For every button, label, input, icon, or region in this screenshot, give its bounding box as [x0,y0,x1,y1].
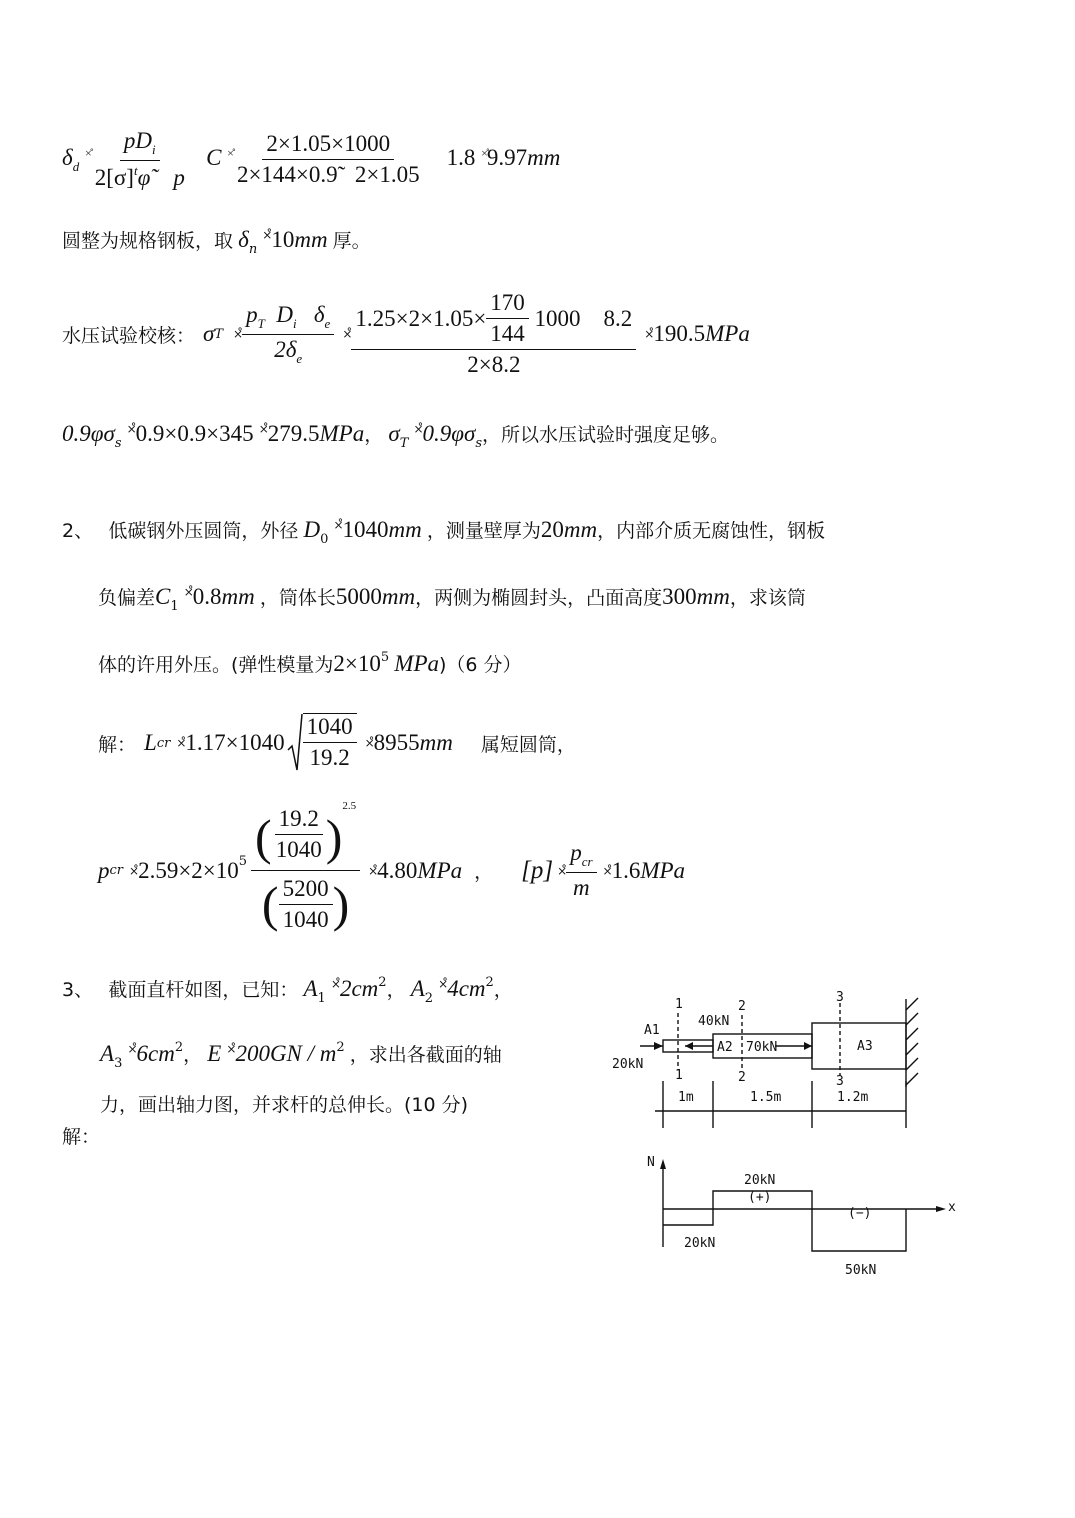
label-70kN: 70kN [746,1040,778,1055]
question-2-line-3: 体的许用外压。(弹性模量为$2\times 10^5$ MPa)（6 分） [98,650,522,676]
section-label-3-top: 3 [836,990,844,1005]
label-20kN-positive: 20kN [744,1173,776,1188]
allowable-pressure-fraction: $\frac{p_{cr}}{m}$ [566,840,596,901]
solution-label: 解： [62,1126,101,1148]
section-label-2-bottom: 2 [738,1070,746,1085]
strength-check-line: $0.9\varphi\sigma_s$ ×̊0.9×0.9×345 ×̊279.5MPa， $\sigma_T$ $^{\times̊}0.9\varphi\sigma_s$，所以水压试验时强度足够。 [62,421,730,451]
delta-d: δ [62,144,73,170]
fraction-numeric: $\frac{2\times 1.05\times 1000}{2\times 144\times 0.9̃ 2\times 1.05}$ [236,131,420,187]
fraction-pd: $\frac{pD_i}{2[\sigma]^t\varphĩ p}$ [94,128,185,190]
equation-thickness: $\delta_d$ ×̊ $\frac{pD_i}{2[\sigma]^t\varphĩ p}$ C ×̊ $\frac{2\times 1.05\times 1000}{2\times 144\times 0.9̃ 2\times 1.05}$ 1.8 ×̊9.97mm [62,128,561,190]
sign-plus: (+) [748,1190,772,1205]
x-axis-label: x [948,1200,956,1215]
section-label-3-bottom: 3 [836,1074,844,1089]
question-3-line-2: $A_3$ $^{\times̊}6cm^2$， E $^{\times̊}200GN / m^2$ ，求出各截面的轴 [100,1040,502,1071]
label-40kN: 40kN [698,1014,730,1029]
section-label-2-top: 2 [738,999,746,1014]
dimension-1m: 1m [678,1090,694,1105]
section-label-1-top: 1 [675,997,683,1012]
dimension-1.5m: 1.5m [750,1090,782,1105]
question-2-line-2: 负偏差$C_1$ ×̊0.8mm ，筒体长5000mm，两侧为椭圆封头，凸面高度300mm，求该筒 [98,584,806,614]
label-a2: A2 [717,1040,733,1055]
pcr-fraction: ( $\frac{19.2}{1040}$ ) 2.5 ( $\frac{5200}{1040}$ ) [251,806,360,935]
label-20kN-negative: 20kN [684,1236,716,1251]
hydro-test-equation: 水压试验校核： σ T ×̊ $\frac{p_T D_i \delta_e}{2\delta_e}$ ×̊ 1.25×2×1.05× $\frac{170}{144}$ 1000 8.2 2×8.2 ×̊ 190.5 MPa [62,290,750,377]
question-2-line-1: 2、 低碳钢外压圆筒，外径 $D_0$ ×̊1040mm ，测量壁厚为20mm，内部介质无腐蚀性，钢板 [62,517,826,547]
rounding-line: 圆整为规格钢板，取 $\delta_n$ ×̊10mm 厚。 [62,227,371,257]
dimension-1.2m: 1.2m [837,1090,869,1105]
label-20kN-load: 20kN [612,1057,644,1072]
section-label-1-bottom: 1 [675,1068,683,1083]
lcr-equation: 解： L cr ×̊ 1.17×1040 $\frac{1040}{19.2}$ ×̊ 8955 mm 属短圆筒， [98,712,576,774]
bar-axial-force-diagram [600,985,970,1285]
n-axis-label: N [647,1155,655,1170]
label-a1: A1 [644,1023,660,1038]
label-50kN-negative: 50kN [845,1263,877,1278]
label-a3: A3 [857,1039,873,1054]
question-3-line-3: 力，画出轴力图，并求杆的总伸长。(10 分) [100,1094,469,1116]
question-3-line-1: 3、 截面直杆如图，已知： $A_1$ $^{\times̊}2cm^2$， $A_2$ $^{\times̊}4cm^2$， [62,975,513,1006]
pcr-equation: p cr ×̊ 2.59×2×10 5 ( $\frac{19.2}{1040}$ ) 2.5 ( $\frac{5200}{1040}$ ) ×̊ 4.80 MPa ， [p] ×̊ $\frac{p_{cr}}{m}$ ×̊ 1.6 MPa [98,806,685,935]
sqrt-sign-icon [287,712,303,774]
sqrt-fraction: $\frac{1040}{19.2}$ [303,713,357,771]
sign-minus: (−) [848,1206,872,1221]
fraction-hydro-symbolic: $\frac{p_T D_i \delta_e}{2\delta_e}$ [242,302,334,367]
fraction-hydro-numeric: 1.25×2×1.05× $\frac{170}{144}$ 1000 8.2 2×8.2 [351,290,636,378]
